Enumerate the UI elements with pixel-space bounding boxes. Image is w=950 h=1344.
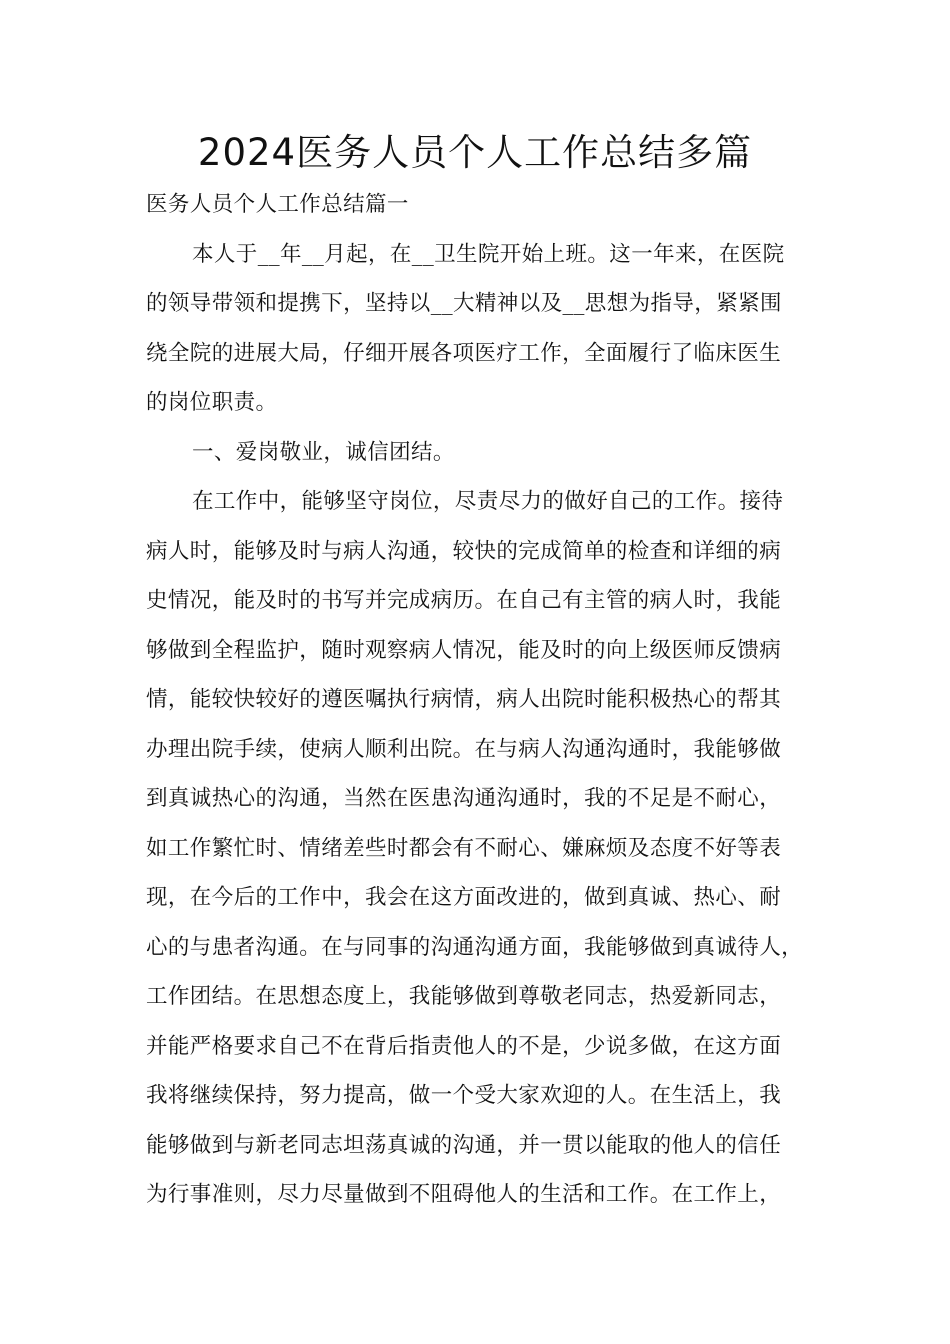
body-text-line: 现，在今后的工作中，我会在这方面改进的，做到真诚、热心、耐 <box>146 885 782 910</box>
body-text-line: 一、爱岗敬业，诚信团结。 <box>192 439 455 465</box>
body-text-line: 办理出院手续，使病人顺利出院。在与病人沟通沟通时，我能够做 <box>146 736 782 762</box>
body-text-line: 我将继续保持，努力提高，做一个受大家欢迎的人。在生活上，我 <box>146 1083 782 1108</box>
body-text-line: 医务人员个人工作总结篇一 <box>146 192 409 217</box>
document-title: 2024医务人员个人工作总结多篇 <box>197 131 753 174</box>
body-text-line: 情，能较快较好的遵医嘱执行病情，病人出院时能积极热心的帮其 <box>146 687 782 712</box>
body-text-line: 为行事准则，尽力尽量做到不阻碍他人的生活和工作。在工作上， <box>146 1182 782 1207</box>
body-text-line: 到真诚热心的沟通，当然在医患沟通沟通时，我的不足是不耐心， <box>146 786 782 811</box>
body-text-line: 的领导带领和提携下，坚持以__大精神以及__思想为指导，紧紧围 <box>146 291 782 316</box>
body-text-line: 工作团结。在思想态度上，我能够做到尊敬老同志，热爱新同志， <box>146 984 782 1009</box>
body-text-line: 并能严格要求自己不在背后指责他人的不是，少说多做，在这方面 <box>146 1033 782 1059</box>
body-text-line: 史情况，能及时的书写并完成病历。在自己有主管的病人时，我能 <box>146 588 782 613</box>
body-text-line: 够做到全程监护，随时观察病人情况，能及时的向上级医师反馈病 <box>146 637 782 663</box>
body-text-line: 病人时，能够及时与病人沟通，较快的完成简单的检查和详细的病 <box>146 538 782 564</box>
body-text-line: 本人于__年__月起，在__卫生院开始上班。这一年来，在医院 <box>192 241 785 267</box>
body-text-line: 心的与患者沟通。在与同事的沟通沟通方面，我能够做到真诚待人， <box>146 934 804 960</box>
document-body <box>146 180 810 1220</box>
body-text-line: 在工作中，能够坚守岗位，尽责尽力的做好自己的工作。接待 <box>192 489 784 514</box>
body-text-line: 如工作繁忙时、情绪差些时都会有不耐心、嫌麻烦及态度不好等表 <box>146 835 782 861</box>
body-text-line: 的岗位职责。 <box>146 390 278 415</box>
body-text-line: 能够做到与新老同志坦荡真诚的沟通，并一贯以能取的他人的信任 <box>146 1132 782 1158</box>
body-text-line: 绕全院的进展大局，仔细开展各项医疗工作，全面履行了临床医生 <box>146 340 782 366</box>
